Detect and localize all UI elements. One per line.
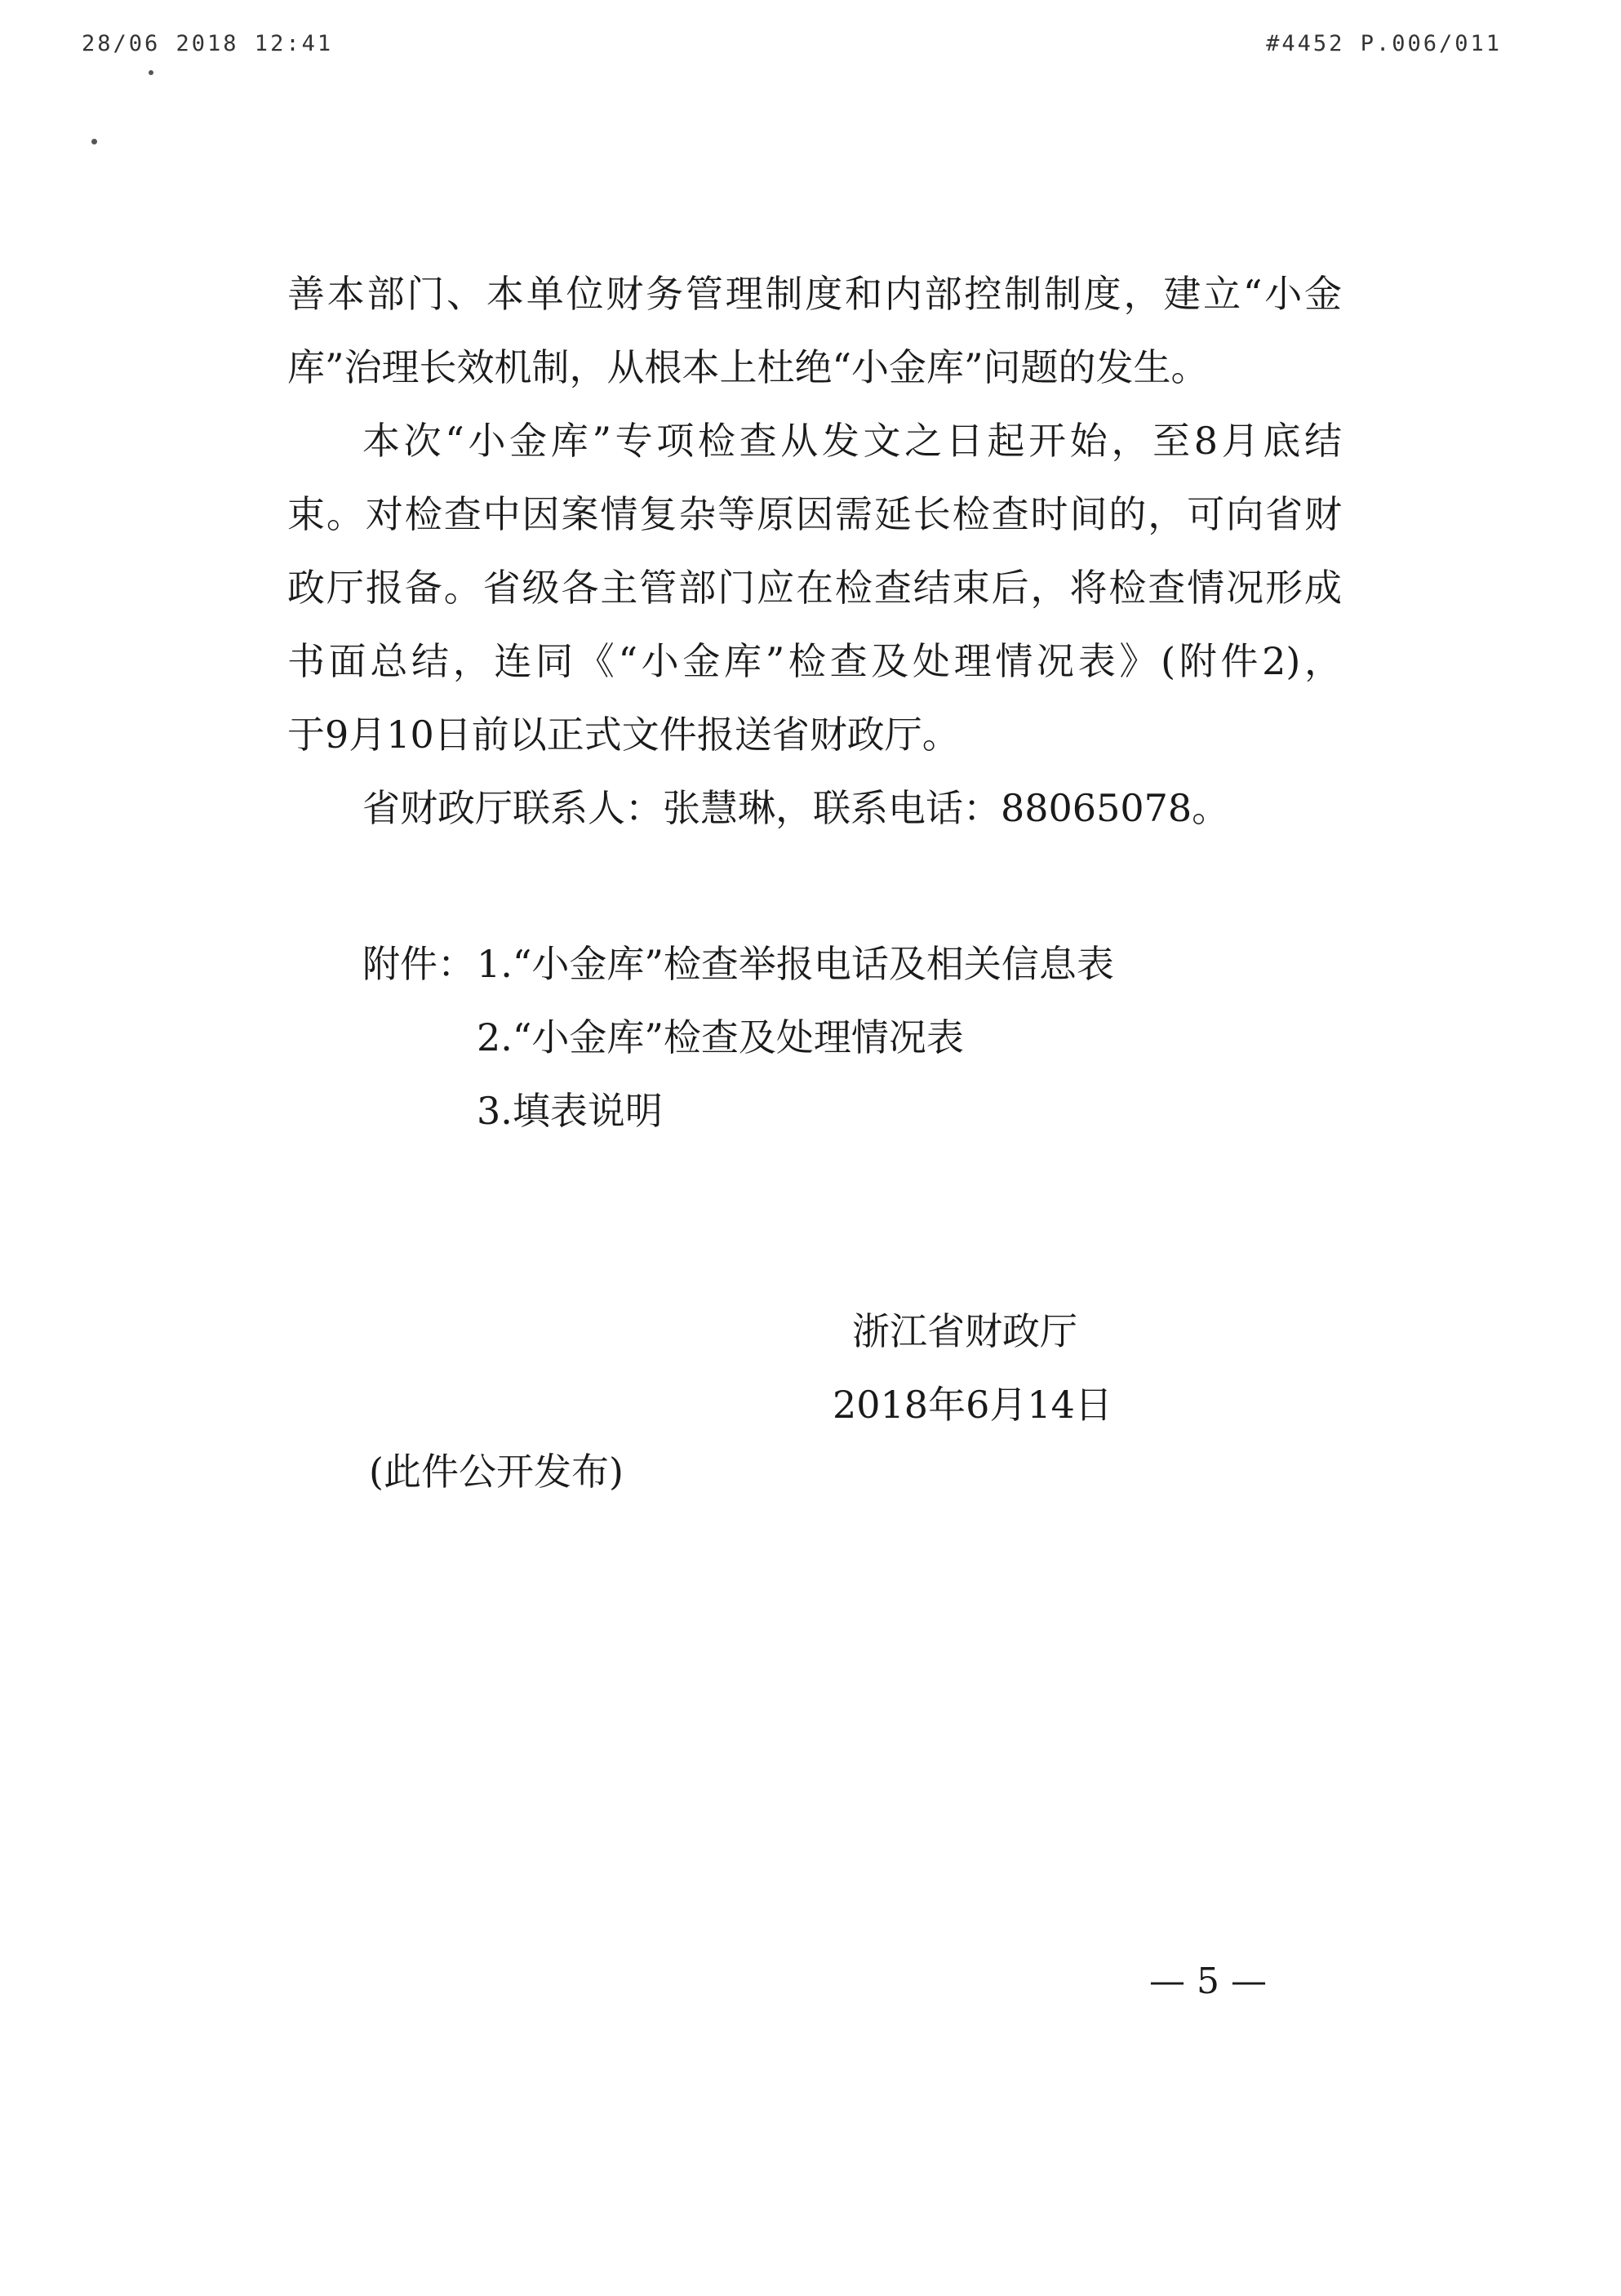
paragraph-line: 于9月10日前以正式文件报送省财政厅。 <box>287 713 960 757</box>
paragraph-line: 书面总结，连同《“小金库”检查及处理情况表》(附件2)， <box>287 639 1342 683</box>
attachments-label: 附件： <box>362 942 475 986</box>
attachment-item: 3.填表说明 <box>477 1089 663 1133</box>
attachment-item: 1.“小金库”检查举报电话及相关信息表 <box>477 942 1114 986</box>
disclosure-note: (此件公开发布) <box>369 1450 624 1494</box>
paragraph-line: 善本部门、本单位财务管理制度和内部控制制度，建立“小金 <box>287 272 1342 316</box>
attachment-item: 2.“小金库”检查及处理情况表 <box>477 1015 964 1059</box>
contact-line: 省财政厅联系人：张慧琳，联系电话：88065078。 <box>362 786 1230 830</box>
fax-timestamp: 28/06 2018 12:41 <box>82 31 334 56</box>
paragraph-line: 政厅报备。省级各主管部门应在检查结束后，将检查情况形成 <box>287 566 1342 610</box>
fax-page-id: #4452 P.006/011 <box>1266 31 1502 56</box>
fax-header <box>0 31 1621 64</box>
scan-speck <box>91 139 97 144</box>
scan-speck <box>149 70 153 75</box>
paragraph-line: 本次“小金库”专项检查从发文之日起开始，至8月底结 <box>362 419 1342 463</box>
page-number: — 5 — <box>1149 1961 1267 2002</box>
paragraph-line: 束。对检查中因案情复杂等原因需延长检查时间的，可向省财 <box>287 492 1342 536</box>
signature-org: 浙江省财政厅 <box>852 1309 1077 1353</box>
paragraph-line: 库”治理长效机制，从根本上杜绝“小金库”问题的发生。 <box>287 345 1209 389</box>
signature-date: 2018年6月14日 <box>833 1383 1112 1427</box>
